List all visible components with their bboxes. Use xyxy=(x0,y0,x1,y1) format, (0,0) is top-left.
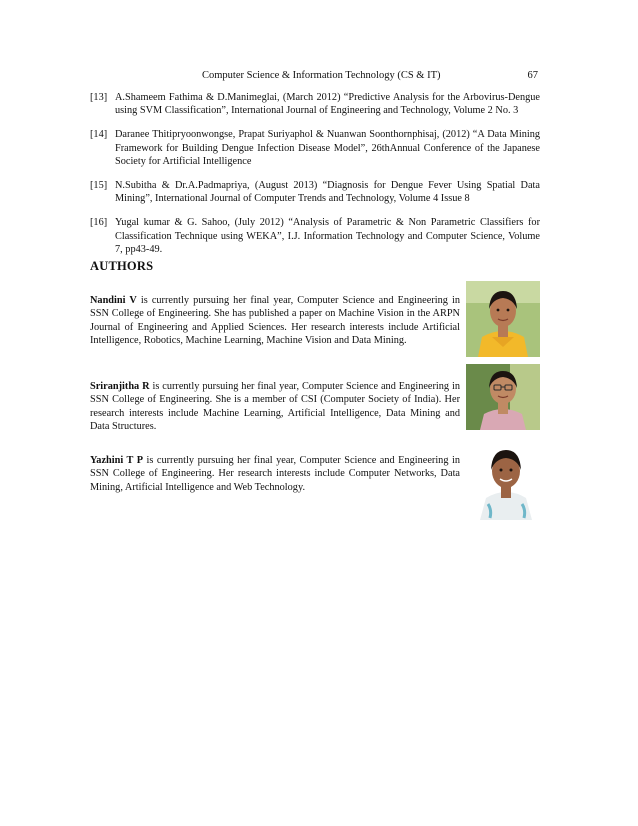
reference-text: Daranee Thitipryoonwongse, Prapat Suriyaphol & Nuanwan Soonthornphisaj, (2012) “A Data Mining Framework for Building Dengue Infection Disease Model”, 26thAnnual Conference of the Japanese Society for Artificial Intelligence xyxy=(115,129,540,167)
reference-number: [14] xyxy=(90,129,108,141)
reference-number: [16] xyxy=(90,217,108,229)
page-number: 67 xyxy=(527,70,538,81)
reference-list xyxy=(90,91,540,267)
reference-text: N.Subitha & Dr.A.Padmapriya, (August 2013) “Diagnosis for Dengue Fever Using Spatial Data Mining”, International Journal of Computer Trends and Technology, Volume 4 Issue 8 xyxy=(115,180,540,205)
reference-text: A.Shameem Fathima & D.Manimeglai, (March 2012) “Predictive Analysis for the Arbovirus-Dengue using SVM Classification”, International Journal of Engineering and Technology, Volume 2 No. 3 xyxy=(115,92,540,117)
author-name: Yazhini T P xyxy=(90,455,143,466)
reference-number: [15] xyxy=(90,180,108,192)
reference-text: Yugal kumar & G. Sahoo, (July 2012) “Analysis of Parametric & Non Parametric Classifiers for Classification Technique using WEKA”, I.J. Information Technology and Computer Science, Volume 7, pp43-49. xyxy=(115,217,540,255)
author-bio-text: is currently pursuing her final year, Computer Science and Engineering in SSN College of Engineering. She is a member of CSI (Computer Society of India). Her research interests include Machine Learning, Artificial Intelligence, Data Mining and Data Structures. xyxy=(90,381,460,432)
author-bio-text: is currently pursuing her final year, Computer Science and Engineering in SSN College of Engineering. She has published a paper on Machine Vision in the ARPN Journal of Engineering and Applied Sciences. Her research interests include Artificial Intelligence, Robotics, Machine Learning, Machine Vision and Data Mining. xyxy=(90,295,460,346)
author-photo-nandini xyxy=(466,281,540,357)
author-bio-sriranjitha xyxy=(90,380,460,433)
author-name: Nandini V xyxy=(90,295,137,306)
reference-number: [13] xyxy=(90,92,108,103)
reference-item xyxy=(90,128,540,168)
author-bio-text: is currently pursuing her final year, Computer Science and Engineering in SSN College of Engineering. Her research interests include Computer Networks, Data Mining, Artificial Intelligence and Web Technology. xyxy=(90,455,460,493)
authors-heading: AUTHORS xyxy=(90,259,154,273)
journal-title: Computer Science & Information Technology (CS & IT) xyxy=(202,70,441,81)
reference-item xyxy=(90,179,540,205)
author-bio-yazhini xyxy=(90,454,460,494)
author-bio-nandini xyxy=(90,294,460,347)
author-name: Sriranjitha R xyxy=(90,381,150,392)
reference-item xyxy=(90,216,540,256)
author-photo-sriranjitha xyxy=(466,364,540,430)
author-photo-yazhini xyxy=(466,440,546,520)
reference-item xyxy=(90,91,540,117)
